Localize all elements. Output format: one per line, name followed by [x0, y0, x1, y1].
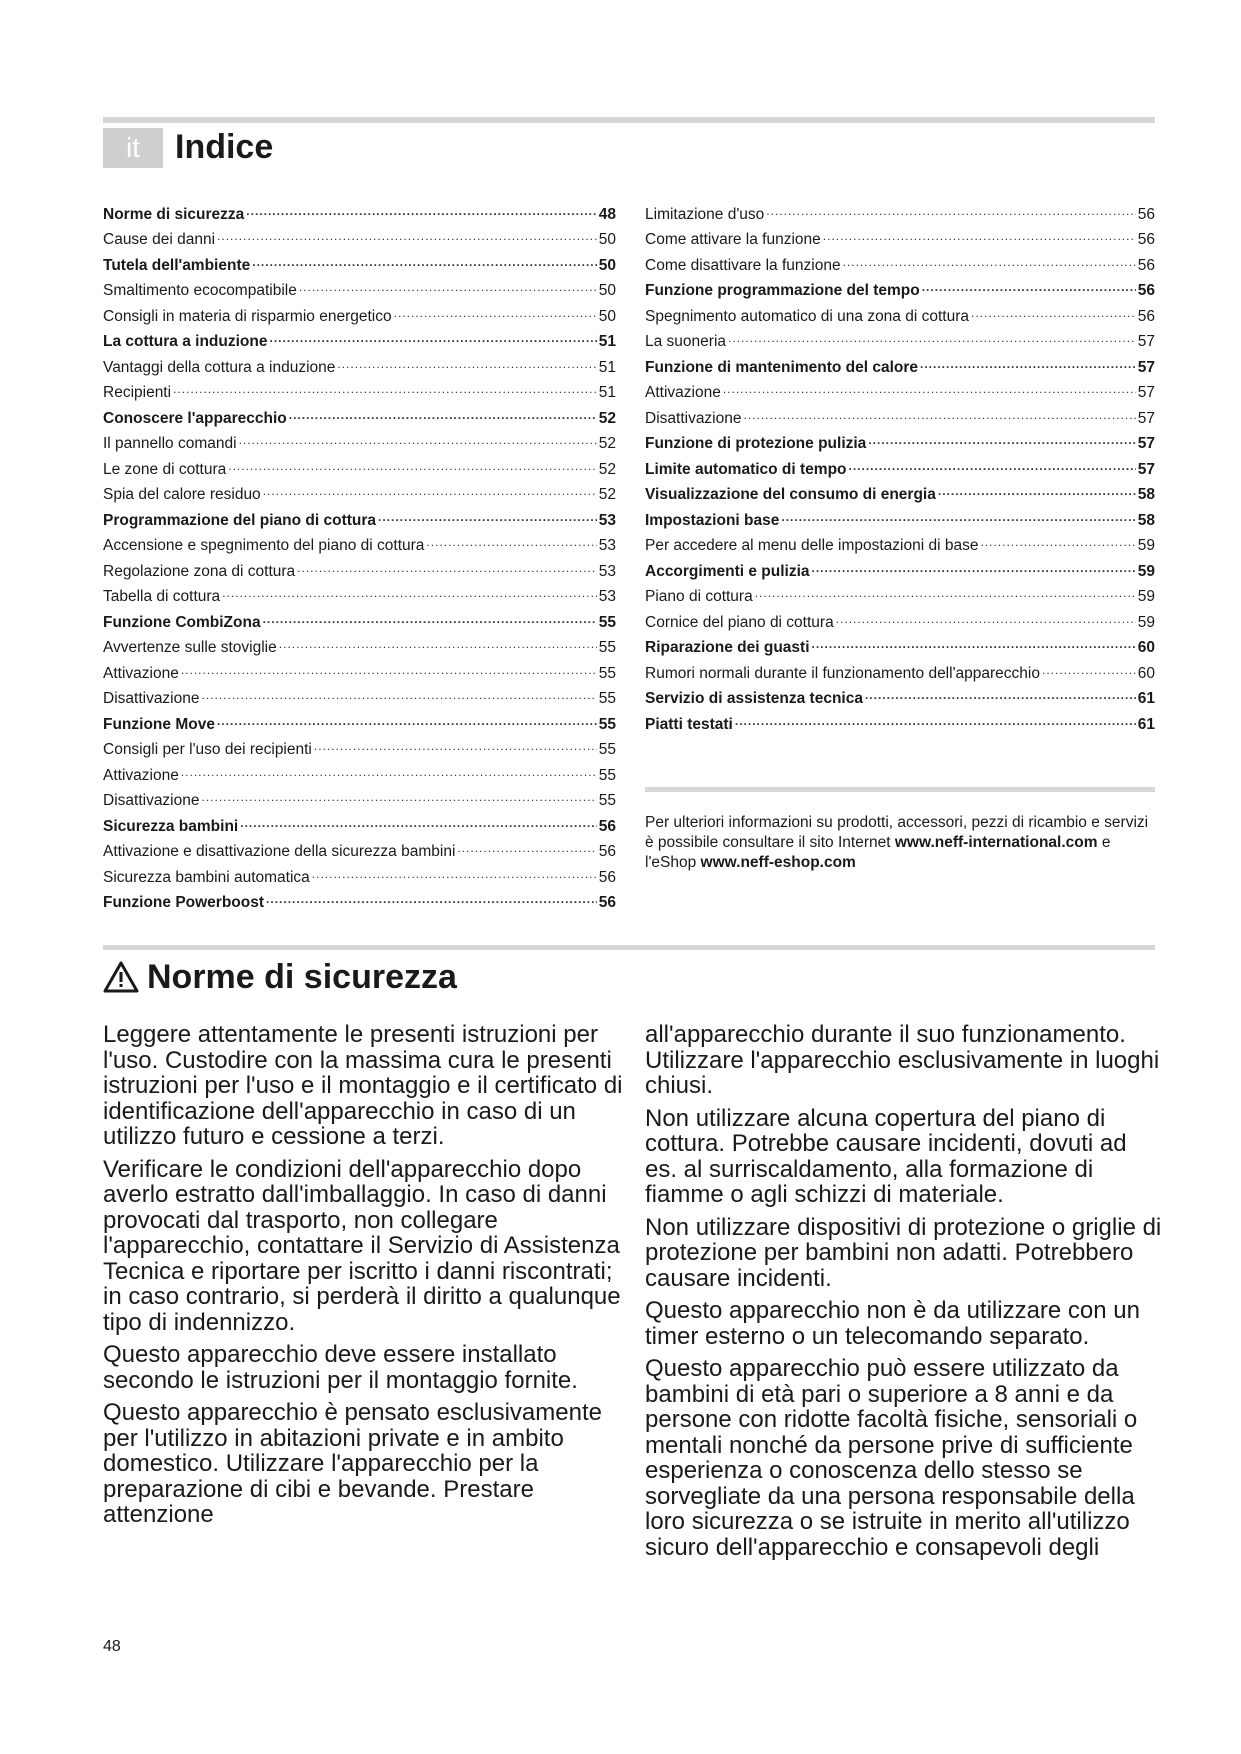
toc-entry-title: Accorgimenti e pulizia — [645, 562, 810, 580]
toc-entry — [103, 397, 616, 427]
toc-leader-dots — [980, 525, 1135, 551]
toc-entry-title: Funzione di protezione pulizia — [645, 435, 867, 452]
toc-entry-page: 55 — [598, 690, 616, 707]
toc-entry-page: 55 — [598, 664, 616, 682]
section-title-text: Norme di sicurezza — [147, 958, 457, 996]
toc-leader-dots — [823, 219, 1136, 245]
toc-leader-dots — [337, 346, 596, 372]
toc-entry-page: 50 — [598, 307, 616, 325]
toc-leader-dots — [849, 448, 1136, 474]
toc-leader-dots — [181, 652, 597, 678]
toc-entry — [103, 372, 616, 401]
toc-leader-dots — [922, 270, 1136, 296]
toc-leader-dots — [263, 474, 597, 500]
toc-leader-dots — [426, 525, 596, 551]
toc-entry-title: Funzione programmazione del tempo — [645, 282, 920, 299]
toc-leader-dots — [723, 372, 1136, 398]
toc-leader-dots — [217, 703, 597, 729]
toc-left-column — [103, 193, 616, 911]
toc-entry — [103, 678, 616, 707]
toc-leader-dots — [920, 346, 1136, 372]
toc-entry-title: Cornice del piano di cottura — [645, 613, 834, 631]
toc-entry-page: 58 — [1137, 511, 1155, 529]
toc-leader-dots — [263, 601, 597, 627]
info-text: Per ulteriori informazioni su prodotti, accessori, pezzi di ricambio e servizi è possibile consultare il sito Internet — [645, 814, 1149, 851]
toc-leader-dots — [269, 321, 596, 347]
toc-entry-page: 55 — [598, 741, 616, 758]
toc-entry-page: 55 — [598, 639, 616, 656]
language-badge: it — [103, 128, 163, 168]
toc-entry-page: 52 — [598, 460, 616, 478]
toc-leader-dots — [240, 805, 597, 831]
toc-entry-title: Per accedere al menu delle impostazioni di base — [645, 537, 979, 554]
toc-entry-title: Norme di sicurezza — [103, 205, 245, 223]
toc-leader-dots — [378, 499, 597, 525]
toc-leader-dots — [173, 372, 597, 398]
toc-entry-page: 56 — [1137, 231, 1155, 248]
info-block — [645, 813, 1155, 873]
toc-entry-page: 61 — [1137, 690, 1155, 707]
toc-entry-title: Piatti testati — [645, 715, 733, 733]
toc-leader-dots — [812, 627, 1136, 653]
toc-leader-dots — [181, 754, 597, 780]
toc-entry-title: La suoneria — [645, 333, 727, 350]
toc-entry-page: 53 — [598, 562, 616, 580]
toc-entry — [103, 193, 616, 223]
safety-paragraph: Non utilizzare alcuna copertura del piano di cottura. Potrebbe causare incidenti, dovuti ad es. al surriscaldamento, alla formazione di fiamme o agli schizzi di materiale. — [645, 1104, 1127, 1208]
toc-entry-title: Consigli per l'uso dei recipienti — [103, 741, 312, 758]
toc-entry-page: 52 — [598, 435, 616, 452]
toc-entry-title: Attivazione — [645, 384, 721, 401]
toc-entry-page: 51 — [598, 358, 616, 376]
toc-right-column — [645, 193, 1155, 733]
toc-leader-dots — [781, 499, 1135, 525]
toc-entry-title: Regolazione zona di cottura — [103, 562, 296, 580]
toc-entry-title: Spegnimento automatico di una zona di cottura — [645, 307, 969, 325]
toc-entry-title: Il pannello comandi — [103, 435, 237, 452]
section-rule — [103, 945, 1155, 950]
toc-entry-page: 56 — [598, 868, 616, 886]
toc-entry-page: 59 — [1137, 588, 1155, 605]
toc-entry-page: 50 — [598, 231, 616, 248]
toc-leader-dots — [1042, 652, 1136, 678]
toc-entry-page: 57 — [1137, 460, 1155, 478]
toc-entry-title: Funzione di mantenimento del calore — [645, 358, 919, 376]
toc-entry-title: Attivazione e disattivazione della sicurezza bambini — [103, 843, 456, 860]
toc-leader-dots — [312, 856, 597, 882]
toc-entry-page: 53 — [598, 588, 616, 605]
toc-entry-title: Come disattivare la funzione — [645, 256, 841, 274]
toc-entry — [103, 754, 616, 784]
toc-entry-title: Funzione Powerboost — [103, 894, 265, 911]
toc-entry-title: Accensione e spegnimento del piano di cottura — [103, 537, 425, 554]
toc-leader-dots — [812, 550, 1136, 576]
toc-entry-page: 59 — [1137, 537, 1155, 554]
toc-entry-title: Tutela dell'ambiente — [103, 256, 251, 274]
page-number: 48 — [103, 1638, 121, 1655]
toc-entry-page: 50 — [598, 256, 616, 274]
toc-entry-page: 56 — [598, 894, 616, 911]
toc-entry-page: 61 — [1137, 715, 1155, 733]
toc-leader-dots — [744, 397, 1136, 423]
section-title — [103, 955, 457, 999]
toc-entry-title: Recipienti — [103, 384, 172, 401]
toc-entry-title: Piano di cottura — [645, 588, 753, 605]
info-conjunction: e l'eShop — [645, 834, 1111, 871]
safety-left-column — [103, 1022, 623, 1535]
toc-entry-page: 56 — [1137, 282, 1155, 299]
toc-entry-title: Avvertenze sulle stoviglie — [103, 639, 277, 656]
toc-leader-dots — [938, 474, 1136, 500]
toc-entry-title: Limite automatico di tempo — [645, 460, 847, 478]
top-rule — [103, 117, 1155, 123]
toc-entry-title: Riparazione dei guasti — [645, 639, 810, 656]
toc-leader-dots — [457, 831, 596, 857]
toc-entry-page: 57 — [1137, 358, 1155, 376]
safety-paragraph: Leggere attentamente le presenti istruzioni per l'uso. Custodire con la massima cura le presenti istruzioni per l'uso e il montaggio e il certificato di identificazione dell'apparecchio in caso di un utilizzo futuro e cessione a terzi. — [103, 1021, 623, 1150]
toc-entry-page: 59 — [1137, 562, 1155, 580]
safety-right-column — [645, 1022, 1165, 1567]
toc-entry-page: 57 — [1137, 384, 1155, 401]
toc-entry-page: 57 — [1137, 435, 1155, 452]
toc-entry-title: Disattivazione — [103, 792, 200, 809]
toc-entry-page: 56 — [598, 817, 616, 835]
toc-entry-title: Servizio di assistenza tecnica — [645, 690, 863, 707]
toc-leader-dots — [314, 729, 597, 755]
eshop-link[interactable]: www.neff-eshop.com — [700, 854, 856, 871]
toc-entry-title: Cause dei danni — [103, 231, 216, 248]
toc-entry-page: 56 — [1137, 256, 1155, 274]
toc-entry-title: Visualizzazione del consumo di energia — [645, 486, 936, 503]
toc-entry-page: 60 — [1137, 664, 1155, 682]
toc-entry-title: Consigli in materia di risparmio energetico — [103, 307, 392, 325]
toc-leader-dots — [865, 678, 1136, 704]
toc-leader-dots — [971, 295, 1136, 321]
toc-leader-dots — [252, 244, 597, 270]
toc-leader-dots — [289, 397, 597, 423]
toc-entry-page: 50 — [598, 282, 616, 299]
safety-paragraph: Non utilizzare dispositivi di protezione o griglie di protezione per bambini non adatti. Potrebbero causare incidenti. — [645, 1213, 1162, 1292]
toc-entry — [103, 652, 616, 682]
page-title: Indice — [175, 128, 274, 166]
toc-entry-page: 56 — [1137, 307, 1155, 325]
toc-entry-page: 55 — [598, 715, 616, 733]
safety-paragraph: Questo apparecchio deve essere installato secondo le istruzioni per il montaggio fornite. — [103, 1341, 578, 1394]
toc-leader-dots — [217, 219, 597, 245]
safety-paragraph: all'apparecchio durante il suo funzionamento. Utilizzare l'apparecchio esclusivamente in luoghi chiusi. — [645, 1021, 1160, 1099]
toc-leader-dots — [868, 423, 1135, 449]
toc-leader-dots — [246, 193, 596, 219]
toc-entry-page: 55 — [598, 613, 616, 631]
toc-entry-title: Come attivare la funzione — [645, 231, 821, 248]
toc-entry-page: 53 — [598, 537, 616, 554]
toc-entry-title: Impostazioni base — [645, 511, 780, 529]
warning-triangle-icon — [103, 961, 139, 993]
toc-leader-dots — [394, 295, 597, 321]
toc-entry-title: Programmazione del piano di cottura — [103, 511, 377, 529]
toc-leader-dots — [202, 678, 597, 704]
toc-entry-page: 59 — [1137, 613, 1155, 631]
toc-entry-page: 60 — [1137, 639, 1155, 656]
toc-entry-page: 57 — [1137, 333, 1155, 350]
toc-leader-dots — [766, 193, 1135, 219]
site-link[interactable]: www.neff-international.com — [894, 834, 1098, 851]
toc-entry-page: 56 — [1137, 205, 1155, 223]
toc-leader-dots — [735, 703, 1136, 729]
toc-entry-title: Funzione CombiZona — [103, 613, 261, 631]
toc-entry-title: Attivazione — [103, 766, 179, 784]
toc-leader-dots — [202, 780, 597, 806]
toc-entry-page: 48 — [598, 205, 616, 223]
toc-entry-title: Smaltimento ecocompatibile — [103, 282, 297, 299]
toc-entry-title: Disattivazione — [103, 690, 200, 707]
toc-entry-page: 55 — [598, 792, 616, 809]
toc-entry-title: Tabella di cottura — [103, 588, 221, 605]
toc-entry-page: 53 — [598, 511, 616, 529]
toc-entry-page: 52 — [598, 409, 616, 427]
toc-entry — [103, 780, 616, 809]
safety-paragraph: Verificare le condizioni dell'apparecchio dopo averlo estratto dall'imballaggio. In caso di danni provocati dal trasporto, non collegare l'apparecchio, contattare il Servizio di Assistenza Tecnica e riportare per iscritto i danni riscontrati; in caso contrario, si perderà il diritto a qualunque tipo di indennizzo. — [103, 1155, 621, 1336]
toc-entry-title: Limitazione d'uso — [645, 205, 765, 223]
toc-entry-page: 51 — [598, 333, 616, 350]
toc-leader-dots — [228, 448, 597, 474]
toc-leader-dots — [297, 550, 597, 576]
safety-paragraph: Questo apparecchio è pensato esclusivamente per l'utilizzo in abitazioni private e in ambito domestico. Utilizzare l'apparecchio per la preparazione di cibi e bevande. Prestare attenzione — [103, 1399, 602, 1528]
toc-entry-page: 58 — [1137, 486, 1155, 503]
toc-leader-dots — [755, 576, 1136, 602]
toc-entry-page: 51 — [598, 384, 616, 401]
toc-entry-title: La cottura a induzione — [103, 333, 268, 350]
toc-leader-dots — [266, 882, 597, 908]
toc-entry-page: 55 — [598, 766, 616, 784]
toc-entry-page: 57 — [1137, 409, 1155, 427]
toc-entry-title: Disattivazione — [645, 409, 742, 427]
toc-entry-title: Sicurezza bambini automatica — [103, 868, 310, 886]
toc-leader-dots — [239, 423, 597, 449]
toc-entry-title: Spia del calore residuo — [103, 486, 261, 503]
toc-entry-title: Le zone di cottura — [103, 460, 227, 478]
info-rule — [645, 787, 1155, 792]
safety-paragraph: Questo apparecchio non è da utilizzare con un timer esterno o un telecomando separato. — [645, 1297, 1140, 1350]
toc-leader-dots — [836, 601, 1136, 627]
toc-entry-title: Conoscere l'apparecchio — [103, 409, 287, 427]
toc-leader-dots — [843, 244, 1136, 270]
toc-leader-dots — [222, 576, 597, 602]
toc-entry-title: Rumori normali durante il funzionamento dell'apparecchio — [645, 664, 1040, 682]
toc-entry-title: Attivazione — [103, 664, 179, 682]
toc-leader-dots — [279, 627, 597, 653]
toc-entry-title: Vantaggi della cottura a induzione — [103, 358, 336, 376]
toc-leader-dots — [728, 321, 1136, 347]
toc-entry — [645, 397, 1155, 427]
toc-entry-title: Sicurezza bambini — [103, 817, 239, 835]
toc-entry-title: Funzione Move — [103, 715, 215, 733]
toc-entry-page: 56 — [598, 843, 616, 860]
toc-entry-page: 52 — [598, 486, 616, 503]
safety-paragraph: Questo apparecchio può essere utilizzato da bambini di età pari o superiore a 8 anni e da persone con ridotte facoltà fisiche, sensoriali o mentali nonché da persone prive di sufficiente esperienza o conoscenza dello stesso se sorvegliate da una persona responsabile della loro sicurezza o se istruite in merito all'utilizzo sicuro dell'apparecchio e consapevoli degli — [645, 1355, 1138, 1561]
toc-entry — [645, 193, 1155, 223]
toc-leader-dots — [299, 270, 597, 296]
